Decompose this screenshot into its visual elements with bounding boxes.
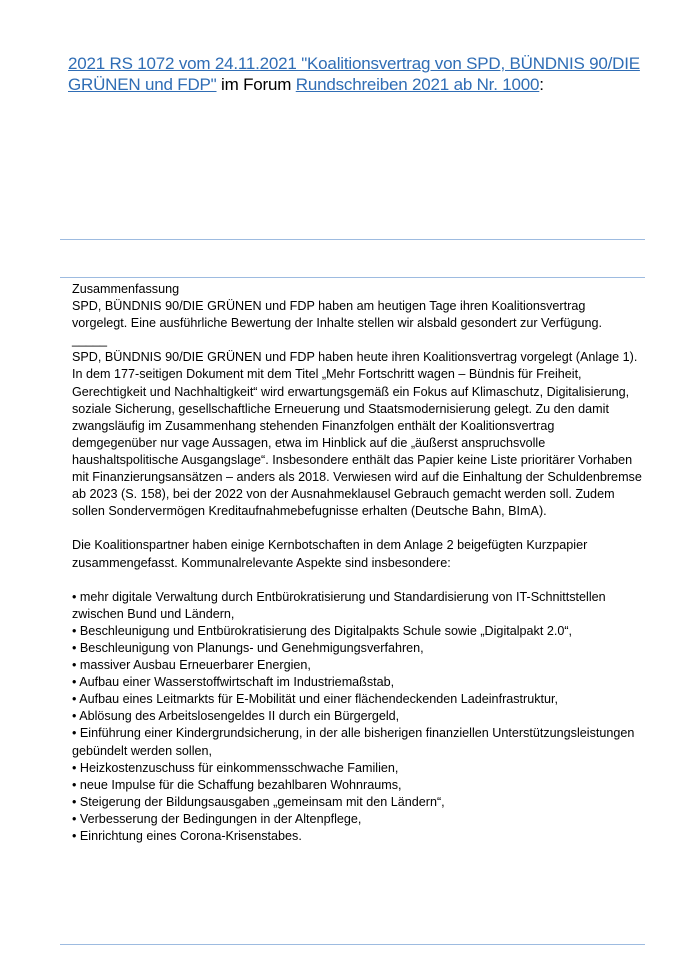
list-item: • Beschleunigung und Entbürokratisierung des Digitalpakts Schule sowie „Digitalpakt 2.0“, xyxy=(72,623,573,638)
thread-title-link[interactable]: 2021 RS 1072 vom 24.11.2021 "Koalitionsvertrag von SPD, BÜNDNIS 90/DIE GRÜNEN und FDP" xyxy=(68,54,640,94)
bullet-list xyxy=(72,589,642,845)
forum-connector-text: im Forum xyxy=(216,75,296,94)
paragraph-core-messages: Die Koalitionspartner haben einige Kernbotschaften in dem Anlage 2 beigefügten Kurzpapier zusammengefasst. Kommunalrelevante Aspekte sind insbesondere: xyxy=(72,538,588,570)
forum-link[interactable]: Rundschreiben 2021 ab Nr. 1000 xyxy=(295,75,540,94)
paragraph-main: SPD, BÜNDNIS 90/DIE GRÜNEN und FDP haben heute ihren Koalitionsvertrag vorgelegt (Anlage 1). In dem 177-seitigen Dokument mit dem Titel „Mehr Fortschritt wagen – Bündnis für Freiheit, Gerechtigkeit und Nachhaltigkeit“ wird erwartungsgemäß ein Fokus auf Klimaschutz, Digitalisierung, soziale Sicherung, gesellschaftliche Erneuerung und Staatsmodernisierung gelegt. Zu den damit zwangsläufig im Zusammenhang stehenden Finanzfolgen enthält der Koalitionsvertrag demgegenüber nur vage Aussagen, etwa im Hinblick auf die „äußerst anspruchsvolle haushaltspolitische Ausgangslage“. Insbesondere enthält das Papier keine Liste prioritärer Vorhaben mit Finanzierungsansätzen – anders als 2018. Verwiesen wird auf die Einhaltung der Schuldenbremse ab 2023 (S. 158), bei der 2022 von der Ausnahmeklausel Gebrauch gemacht werden soll. Zudem sollen Sondervermögen Kreditaufnahmebefugnisse erhalten (Deutsche Bahn, BImA). xyxy=(72,350,642,519)
list-item: • Verbesserung der Bedingungen in der Altenpflege, xyxy=(72,811,362,826)
summary-text: SPD, BÜNDNIS 90/DIE GRÜNEN und FDP haben am heutigen Tage ihren Koalitionsvertrag vorgelegt. Eine ausführliche Bewertung der Inhalte stellen wir alsbald gesondert zur Verfügung. xyxy=(72,299,602,331)
list-item: • mehr digitale Verwaltung durch Entbürokratisierung und Standardisierung von IT-Schnittstellen zwischen Bund und Ländern, xyxy=(72,589,606,621)
post-body xyxy=(72,281,642,845)
list-item: • Aufbau eines Leitmarkts für E-Mobilität und einer flächendeckenden Ladeinfrastruktur, xyxy=(72,692,559,707)
spacer xyxy=(72,520,642,537)
list-item: • massiver Ausbau Erneuerbarer Energien, xyxy=(72,658,311,673)
list-item: • Beschleunigung von Planungs- und Genehmigungsverfahren, xyxy=(72,640,424,655)
list-item: • Einrichtung eines Corona-Krisenstabes. xyxy=(72,829,302,843)
separator-line: _____ xyxy=(72,333,108,348)
list-item: • Aufbau einer Wasserstoffwirtschaft im Industriemaßstab, xyxy=(72,675,395,690)
list-item: • neue Impulse für die Schaffung bezahlbaren Wohnraums, xyxy=(72,777,402,792)
divider-bottom xyxy=(60,944,645,945)
spacer xyxy=(72,572,642,589)
divider-content-start xyxy=(60,277,645,278)
list-item: • Heizkostenzuschuss für einkommensschwache Familien, xyxy=(72,760,399,775)
list-item: • Steigerung der Bildungsausgaben „gemeinsam mit den Ländern“, xyxy=(72,794,445,809)
list-item: • Ablösung des Arbeitslosengeldes II durch ein Bürgergeld, xyxy=(72,709,400,724)
title-colon: : xyxy=(539,75,544,94)
list-item: • Einführung einer Kindergrundsicherung, in der alle bisherigen finanziellen Unterstützungsleistungen gebündelt werden sollen, xyxy=(72,726,635,758)
divider-top xyxy=(60,239,645,240)
post-title xyxy=(68,53,648,95)
summary-heading: Zusammenfassung xyxy=(72,282,180,296)
